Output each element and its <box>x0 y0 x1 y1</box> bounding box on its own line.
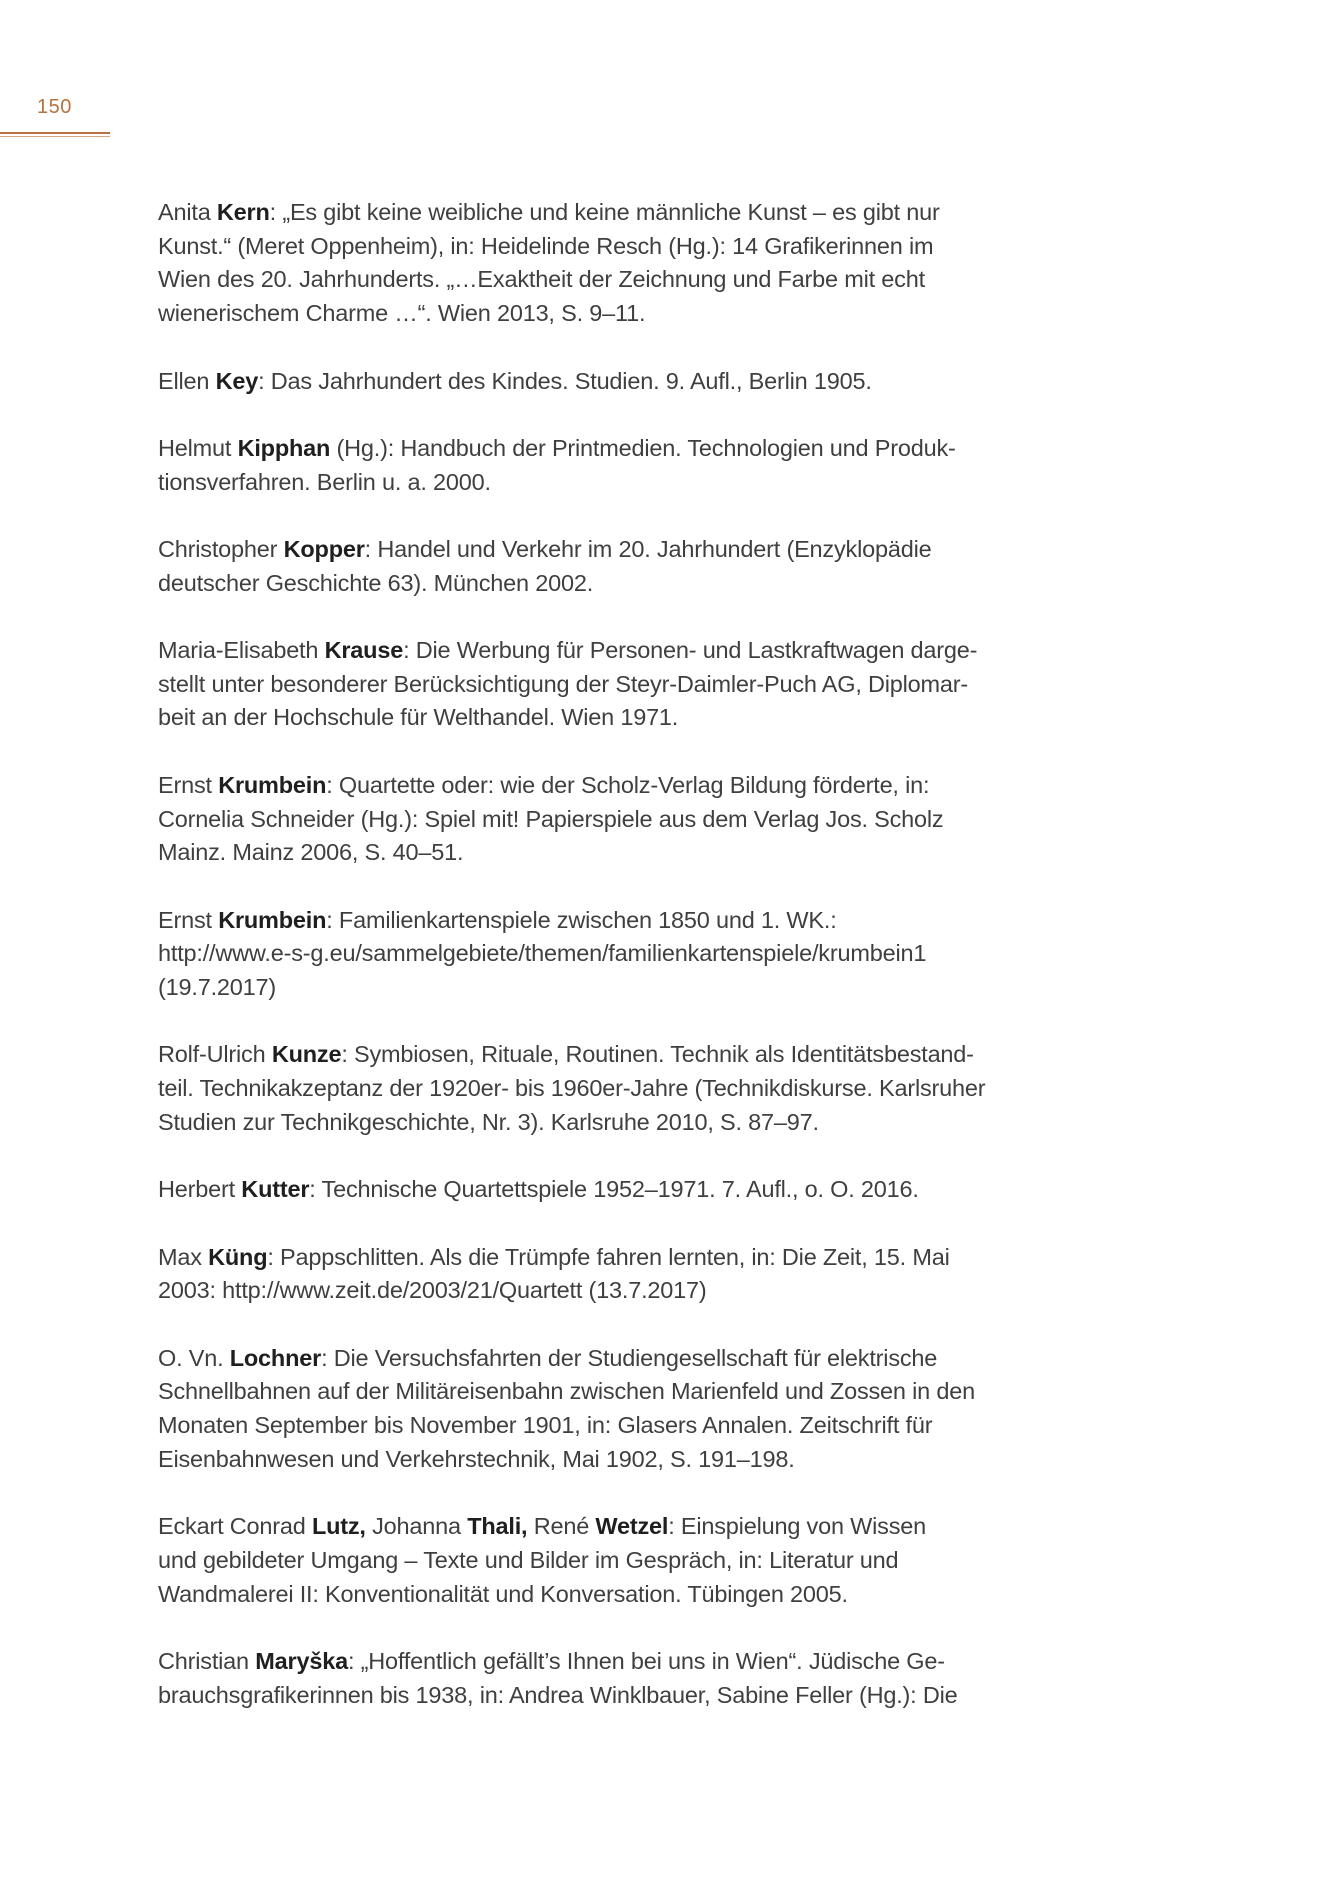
bibliography-entry <box>158 365 1063 399</box>
entry-line <box>158 533 1063 567</box>
entry-text: Ellen <box>158 367 216 394</box>
entry-text: http://www.e-s-g.eu/sammelgebiete/themen/familienkartenspiele/krumbein1 <box>158 940 927 967</box>
entry-line <box>158 836 1063 870</box>
entry-line <box>158 196 1063 230</box>
bibliography-entry <box>158 196 1063 331</box>
entry-line <box>158 1106 1063 1140</box>
entry-line <box>158 1578 1063 1612</box>
entry-text: Maria-Elisabeth <box>158 637 325 664</box>
author-surname: Küng <box>208 1243 268 1270</box>
bibliography-entry <box>158 634 1063 735</box>
entry-line <box>158 634 1063 668</box>
entry-line <box>158 432 1063 466</box>
bibliography-entry <box>158 769 1063 870</box>
entry-text: Eckart Conrad <box>158 1513 312 1540</box>
entry-text: Max <box>158 1243 209 1270</box>
entry-text: : Pappschlitten. Als die Trümpfe fahren lernten, in: Die Zeit, 15. Mai <box>267 1243 950 1270</box>
entry-line <box>158 1375 1063 1409</box>
entry-text: brauchsgrafikerinnen bis 1938, in: Andrea Winklbauer, Sabine Feller (Hg.): Die <box>158 1681 958 1708</box>
entry-line <box>158 769 1063 803</box>
author-surname: Lochner <box>229 1344 322 1371</box>
bibliography-entry <box>158 1173 1063 1207</box>
entry-text: : Familienkartenspiele zwischen 1850 und 1. WK.: <box>326 906 837 933</box>
entry-line <box>158 971 1063 1005</box>
author-surname: Kern <box>216 199 270 225</box>
entry-text: Wien des 20. Jahrhunderts. „…Exaktheit der Zeichnung und Farbe mit echt <box>158 266 925 293</box>
bibliography-entry <box>158 1510 1063 1611</box>
entry-line <box>158 1679 1063 1713</box>
bibliography-entry <box>158 1342 1063 1477</box>
entry-text: : „Hoffentlich gefällt’s Ihnen bei uns in Wien“. Jüdische Ge- <box>347 1648 945 1675</box>
entry-text: Ernst <box>158 771 219 798</box>
entry-line <box>158 230 1063 264</box>
entry-text: Monaten September bis November 1901, in: Glasers Annalen. Zeitschrift für <box>158 1412 933 1439</box>
entry-text: wienerischem Charme …“. Wien 2013, S. 9–11. <box>158 300 646 327</box>
bibliography-entry <box>158 1645 1063 1712</box>
entry-line <box>158 1038 1063 1072</box>
entry-text: : Quartette oder: wie der Scholz-Verlag Bildung förderte, in: <box>326 771 930 798</box>
entry-line <box>158 1544 1063 1578</box>
entry-text: Studien zur Technikgeschichte, Nr. 3). Karlsruhe 2010, S. 87–97. <box>158 1108 819 1135</box>
bibliography-entry <box>158 1038 1063 1139</box>
author-surname: Maryška <box>255 1648 348 1675</box>
entry-line <box>158 466 1063 500</box>
entry-text: tionsverfahren. Berlin u. a. 2000. <box>158 468 491 495</box>
author-surname: Kipphan <box>237 434 331 461</box>
entry-line <box>158 1241 1063 1275</box>
entry-text: Eisenbahnwesen und Verkehrstechnik, Mai 1902, S. 191–198. <box>158 1445 795 1472</box>
entry-text: Herbert <box>158 1176 242 1203</box>
entry-text: : Die Werbung für Personen- und Lastkraftwagen darge- <box>403 637 978 664</box>
bibliography-entry <box>158 904 1063 1005</box>
bibliography-entry <box>158 533 1063 600</box>
entry-text: Wandmalerei II: Konventionalität und Konversation. Tübingen 2005. <box>158 1580 848 1607</box>
entry-text: : Die Versuchsfahrten der Studiengesellschaft für elektrische <box>321 1344 938 1371</box>
entry-line <box>158 365 1063 399</box>
entry-text: beit an der Hochschule für Welthandel. Wien 1971. <box>158 704 679 731</box>
author-surname: Kunze <box>271 1041 342 1068</box>
author-surname: Thali, <box>467 1513 528 1540</box>
bibliography-list <box>158 196 1063 1746</box>
entry-text: 2003: http://www.zeit.de/2003/21/Quartett (13.7.2017) <box>158 1277 707 1304</box>
entry-text: Christian <box>158 1648 256 1675</box>
author-surname: Krumbein <box>218 771 327 798</box>
entry-text: Christopher <box>158 535 284 562</box>
entry-line <box>158 1443 1063 1477</box>
entry-line <box>158 904 1063 938</box>
entry-text: Ernst <box>158 906 219 933</box>
bibliography-entry <box>158 1241 1063 1308</box>
entry-text: René <box>527 1513 596 1540</box>
entry-line <box>158 937 1063 971</box>
entry-line <box>158 803 1063 837</box>
author-surname: Krause <box>324 637 404 664</box>
entry-text: und gebildeter Umgang – Texte und Bilder im Gespräch, in: Literatur und <box>158 1546 899 1573</box>
entry-text: O. Vn. <box>158 1344 230 1371</box>
entry-text: : Symbiosen, Rituale, Routinen. Technik als Identitätsbestand- <box>341 1041 974 1068</box>
author-surname: Kutter <box>241 1176 310 1203</box>
page-number-rule <box>0 132 110 134</box>
entry-text: : Technische Quartettspiele 1952–1971. 7. Aufl., o. O. 2016. <box>309 1176 919 1203</box>
entry-text: Mainz. Mainz 2006, S. 40–51. <box>158 839 464 866</box>
author-surname: Lutz, <box>311 1513 366 1540</box>
entry-line <box>158 1173 1063 1207</box>
author-surname: Wetzel <box>595 1513 669 1540</box>
entry-text: Kunst.“ (Meret Oppenheim), in: Heidelinde Resch (Hg.): 14 Grafikerinnen im <box>158 232 934 259</box>
author-surname: Kopper <box>283 535 365 562</box>
entry-line <box>158 297 1063 331</box>
entry-text: Schnellbahnen auf der Militäreisenbahn zwischen Marienfeld und Zossen in den <box>158 1378 975 1405</box>
entry-text: : Handel und Verkehr im 20. Jahrhundert (Enzyklopädie <box>364 535 932 562</box>
entry-text: stellt unter besonderer Berücksichtigung der Steyr-Daimler-Puch AG, Diplomar- <box>158 670 969 697</box>
entry-text: teil. Technikakzeptanz der 1920er- bis 1960er-Jahre (Technikdiskurse. Karlsruher <box>158 1075 986 1102</box>
entry-text: deutscher Geschichte 63). München 2002. <box>158 569 594 596</box>
author-surname: Key <box>215 367 259 394</box>
author-surname: Krumbein <box>218 906 327 933</box>
entry-line <box>158 263 1063 297</box>
entry-text: : „Es gibt keine weibliche und keine männliche Kunst – es gibt nur <box>269 199 940 225</box>
bibliography-entry <box>158 432 1063 499</box>
page-number: 150 <box>37 96 72 118</box>
entry-line <box>158 701 1063 735</box>
entry-text: Johanna <box>365 1513 468 1540</box>
entry-text: : Das Jahrhundert des Kindes. Studien. 9. Aufl., Berlin 1905. <box>258 367 872 394</box>
entry-text: Anita <box>158 199 217 225</box>
entry-text: (Hg.): Handbuch der Printmedien. Technologien und Produk- <box>330 434 956 461</box>
entry-line <box>158 1274 1063 1308</box>
entry-line <box>158 1510 1063 1544</box>
entry-line <box>158 1342 1063 1376</box>
entry-text: Helmut <box>158 434 238 461</box>
entry-line <box>158 567 1063 601</box>
entry-text: Rolf-Ulrich <box>158 1041 272 1068</box>
entry-text: : Einspielung von Wissen <box>668 1513 926 1540</box>
entry-text: Cornelia Schneider (Hg.): Spiel mit! Papierspiele aus dem Verlag Jos. Scholz <box>158 805 944 832</box>
entry-line <box>158 1072 1063 1106</box>
entry-line <box>158 668 1063 702</box>
entry-line <box>158 1645 1063 1679</box>
entry-line <box>158 1409 1063 1443</box>
entry-text: (19.7.2017) <box>158 974 276 1001</box>
